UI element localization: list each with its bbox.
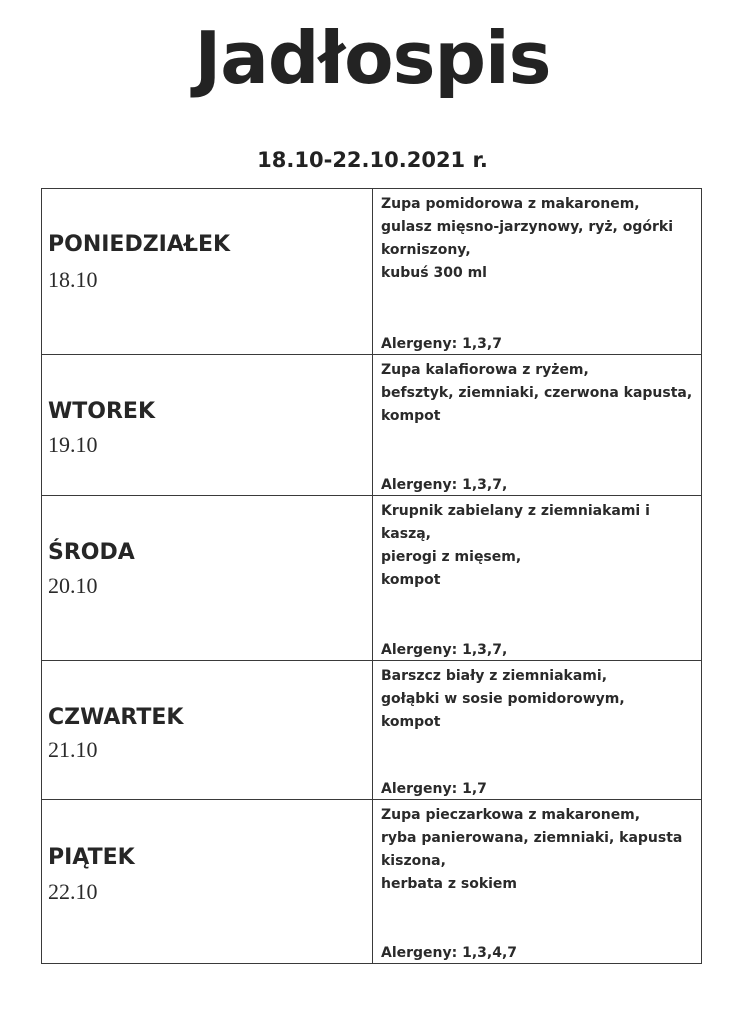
allergens-label: Alergeny: 1,3,7 [381, 336, 502, 352]
meal-description [381, 500, 699, 592]
meal-description [381, 665, 699, 734]
meal-line: gulasz mięsno-jarzynowy, ryż, ogórki [381, 219, 674, 235]
day-name: PONIEDZIAŁEK [48, 232, 231, 257]
day-name: ŚRODA [48, 540, 135, 565]
meal-description [381, 193, 699, 285]
meal-line: Zupa pieczarkowa z makaronem, [381, 807, 641, 823]
meal-description [381, 359, 699, 428]
allergens-label: Alergeny: 1,7 [381, 781, 487, 797]
meal-line: kompot [381, 714, 441, 730]
table-row [42, 800, 701, 963]
allergens-label: Alergeny: 1,3,7, [381, 477, 508, 493]
day-date: 22.10 [48, 879, 98, 904]
meal-line: befsztyk, ziemniaki, czerwona kapusta, [381, 385, 693, 401]
meal-line: kiszona, [381, 853, 446, 869]
allergens-label: Alergeny: 1,3,4,7 [381, 945, 518, 961]
table-row [42, 661, 701, 800]
meal-line: herbata z sokiem [381, 876, 518, 892]
day-date: 18.10 [48, 267, 98, 292]
meal-line: Barszcz biały z ziemniakami, [381, 668, 608, 684]
meal-line: ryba panierowana, ziemniaki, kapusta [381, 830, 683, 846]
meal-description [381, 804, 699, 896]
table-row [42, 189, 701, 355]
day-date: 21.10 [48, 737, 98, 762]
meal-line: Zupa pomidorowa z makaronem, [381, 196, 640, 212]
table-row [42, 496, 701, 661]
meal-line: Krupnik zabielany z ziemniakami i [381, 503, 650, 519]
meal-line: kaszą, [381, 526, 432, 542]
meal-line: Zupa kalafiorowa z ryżem, [381, 362, 589, 378]
day-name: PIĄTEK [48, 845, 135, 870]
day-name: CZWARTEK [48, 705, 184, 730]
meal-line: kompot [381, 572, 441, 588]
table-row [42, 355, 701, 496]
day-name: WTOREK [48, 399, 155, 424]
meal-line: korniszony, [381, 242, 471, 258]
meal-line: pierogi z mięsem, [381, 549, 522, 565]
day-date: 19.10 [48, 432, 98, 457]
menu-table [41, 188, 702, 964]
day-date: 20.10 [48, 573, 98, 598]
allergens-label: Alergeny: 1,3,7, [381, 642, 508, 658]
meal-line: kubuś 300 ml [381, 265, 487, 281]
meal-line: kompot [381, 408, 441, 424]
date-range: 18.10-22.10.2021 r. [257, 148, 488, 172]
page-title: Jadłospis [194, 16, 551, 100]
meal-line: gołąbki w sosie pomidorowym, [381, 691, 625, 707]
